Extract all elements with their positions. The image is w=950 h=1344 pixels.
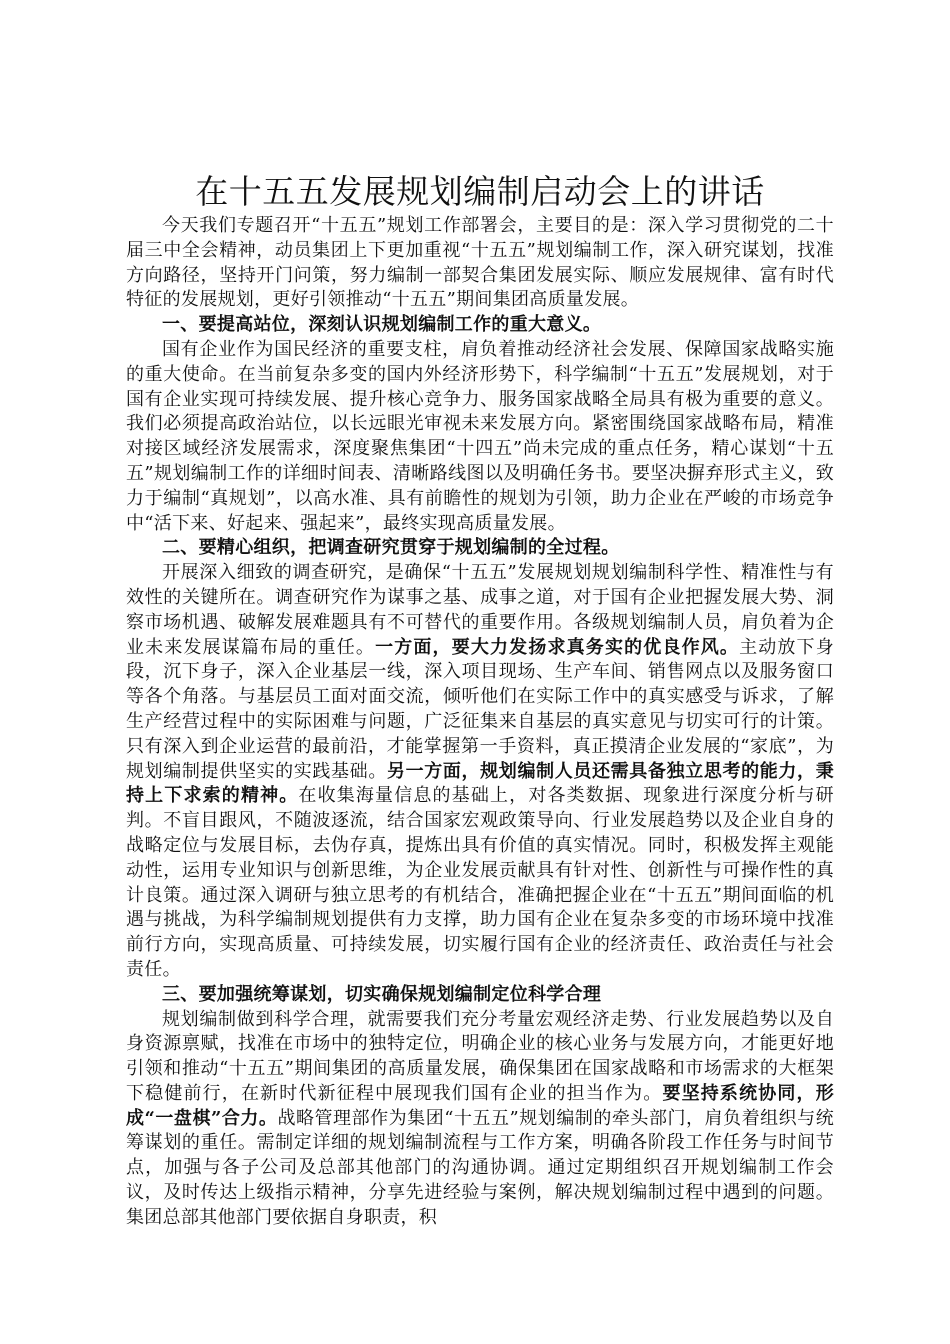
- section-3-heading: 三、要加强统筹谋划，切实确保规划编制定位科学合理: [162, 983, 602, 1005]
- section-2-emphasis-b: 另一方面，规划编制人员还需具备独立思考的能力，秉持上下求索的精神。: [126, 760, 834, 807]
- section-1-heading: 一、要提高站位，深刻认识规划编制工作的重大意义。: [162, 314, 602, 336]
- section-3-text-b: 战略管理部作为集团“十五五”规划编制的牵头部门，肩负着组织与统筹谋划的重任。需制定详细的规划编制流程与工作方案，明确各阶段工作任务与时间节点，加强与各子公司及总部其他部门的沟通协调。通过定期组织召开规划编制工作会议，及时传达上级指示精神，分享先进经验与案例，解决规划编制过程中遇到的问题。集团总部其他部门要依据自身职责，积: [126, 1107, 835, 1228]
- section-2-text-b: 主动放下身段，沉下身子，深入企业基层一线，深入项目现场、生产车间、销售网点以及服务窗口等各个角落。与基层员工面对面交流，倾听他们在实际工作中的真实感受与诉求，了解生产经营过程中的实际困难与问题，广泛征集来自基层的真实意见与切实可行的计策。只有深入到企业运营的最前沿，才能掌握第一手资料，真正摸清企业发展的“家底”，为规划编制提供坚实的实践基础。: [126, 636, 835, 782]
- section-3-paragraph: [126, 1008, 834, 1231]
- section-2-text-c: 在收集海量信息的基础上，对各类数据、现象进行深度分析与研判。不盲目跟风，不随波逐流，结合国家宏观政策导向、行业发展趋势以及企业自身的战略定位与发展目标，去伪存真，提炼出具有价值的真实情况。同时，积极发挥主观能动性，运用专业知识与创新思维，为企业发展贡献具有针对性、创新性与可操作性的真计良策。通过深入调研与独立思考的有机结合，准确把握企业在“十五五”期间面临的机遇与挑战，为科学编制规划提供有力支撑，助力国有企业在复杂多变的市场环境中找准前行方向，实现高质量、可持续发展，切实履行国有企业的经济责任、政治责任与社会责任。: [126, 785, 834, 980]
- section-2-heading: 二、要精心组织，把调查研究贯穿于规划编制的全过程。: [162, 537, 620, 559]
- document-title: 在十五五发展规划编制启动会上的讲话: [195, 172, 765, 211]
- section-2-paragraph: [126, 561, 834, 983]
- document-page: [126, 170, 834, 1231]
- section-1-paragraph: 国有企业作为国民经济的重要支柱，肩负着推动经济社会发展、保障国家战略实施的重大使命。在当前复杂多变的国内外经济形势下，科学编制“十五五”发展规划，对于国有企业实现可持续发展、提升核心竞争力、服务国家战略全局具有极为重要的意义。我们必须提高政治站位，以长远眼光审视未来发展方向。紧密围绕国家战略布局，精准对接区域经济发展需求，深度聚焦集团“十四五”尚未完成的重点任务，精心谋划“十五五”规划编制工作的详细时间表、清晰路线图以及明确任务书。要坚决摒弃形式主义，致力于编制“真规划”，以高水准、具有前瞻性的规划为引领，助力企业在严峻的市场竞争中“活下来、好起来、强起来”，最终实现高质量发展。: [126, 338, 834, 534]
- section-2-emphasis-a: 一方面，要大力发扬求真务实的优良作风。: [375, 636, 740, 658]
- section-3-emphasis-a: 要坚持系统协同，形成“一盘棋”合力。: [126, 1082, 835, 1129]
- section-3-text-a: 规划编制做到科学合理，就需要我们充分考量宏观经济走势、行业发展趋势以及自身资源禀赋，找准在市场中的独特定位，明确企业的核心业务与发展方向，才能更好地引领和推动“十五五”期间集团的高质量发展，确保集团在国家战略和市场需求的大框架下稳健前行，在新时代新征程中展现我们国有企业的担当作为。: [126, 1008, 834, 1104]
- intro-paragraph: 今天我们专题召开“十五五”规划工作部署会，主要目的是：深入学习贯彻党的二十届三中全会精神，动员集团上下更加重视“十五五”规划编制工作，深入研究谋划，找准方向路径，坚持开门问策，努力编制一部契合集团发展实际、顺应发展规律、富有时代特征的发展规划，更好引领推动“十五五”期间集团高质量发展。: [126, 215, 834, 311]
- section-2-text-a: 开展深入细致的调查研究，是确保“十五五”发展规划规划编制科学性、精准性与有效性的关键所在。调查研究作为谋事之基、成事之道，对于国有企业把握发展大势、洞察市场机遇、破解发展难题具有不可替代的重要作用。各级规划编制人员，肩负着为企业未来发展谋篇布局的重任。: [126, 562, 834, 658]
